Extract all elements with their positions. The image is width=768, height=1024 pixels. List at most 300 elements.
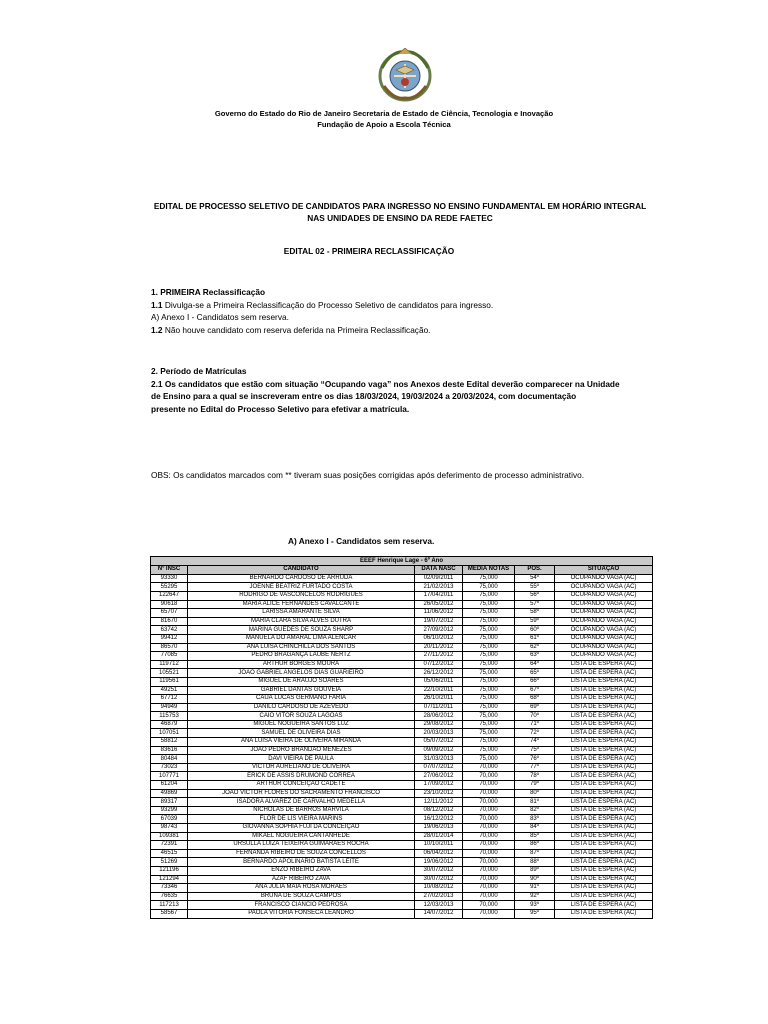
grade-average-cell: 70,000 xyxy=(463,849,515,858)
grade-average-cell: 70,000 xyxy=(463,763,515,772)
inscription-cell: 98743 xyxy=(151,824,188,833)
header-government-line: Governo do Estado do Rio de Janeiro Secretaria de Estado de Ciência, Tecnologia e Inovação xyxy=(214,109,554,118)
inscription-cell: 99412 xyxy=(151,634,188,643)
candidate-cell: DAVI VIEIRA DE PAULA xyxy=(188,755,415,764)
status-cell: LISTA DE ESPERA (AC) xyxy=(555,660,653,669)
table-row xyxy=(151,875,653,884)
inscription-cell: 83616 xyxy=(151,746,188,755)
position-cell: 76º xyxy=(515,755,555,764)
candidate-cell: JOENNE BEATRIZ FURTADO COSTA xyxy=(188,583,415,592)
grade-average-cell: 75,000 xyxy=(463,626,515,635)
status-cell: LISTA DE ESPERA (AC) xyxy=(555,755,653,764)
position-cell: 83º xyxy=(515,815,555,824)
candidate-cell: MARIA ALICE FERNANDES CAVALCANTE xyxy=(188,600,415,609)
candidate-cell: MIGUEL DE ARAUJO SOARES xyxy=(188,677,415,686)
status-cell: OCUPANDO VAGA (AC) xyxy=(555,609,653,618)
inscription-cell: 61204 xyxy=(151,781,188,790)
table-row xyxy=(151,901,653,910)
grade-average-cell: 75,000 xyxy=(463,652,515,661)
table-row xyxy=(151,574,653,583)
inscription-cell: 49869 xyxy=(151,789,188,798)
table-row xyxy=(151,738,653,747)
table-row xyxy=(151,660,653,669)
table-row xyxy=(151,695,653,704)
status-cell: LISTA DE ESPERA (AC) xyxy=(555,720,653,729)
edital-title-line2: NAS UNIDADES DE ENSINO DA REDE FAETEC xyxy=(307,213,493,223)
status-cell: LISTA DE ESPERA (AC) xyxy=(555,815,653,824)
status-cell: OCUPANDO VAGA (AC) xyxy=(555,617,653,626)
candidate-cell: CAIO VITOR SOUZA LAGOAS xyxy=(188,712,415,721)
position-cell: 65º xyxy=(515,669,555,678)
birthdate-cell: 19/06/2013 xyxy=(415,824,463,833)
candidate-cell: JOÃO VICTOR FLORES DO SACRAMENTO FRANCISCO xyxy=(188,789,415,798)
position-cell: 62º xyxy=(515,643,555,652)
birthdate-cell: 07/07/2012 xyxy=(415,763,463,772)
status-cell: OCUPANDO VAGA (AC) xyxy=(555,626,653,635)
column-header: MÉDIA NOTAS xyxy=(463,566,515,575)
position-cell: 69º xyxy=(515,703,555,712)
birthdate-cell: 17/04/2011 xyxy=(415,591,463,600)
status-cell: LISTA DE ESPERA (AC) xyxy=(555,669,653,678)
candidate-cell: JOAO GABRIEL ANGELOS DIAS GUARIEIRO xyxy=(188,669,415,678)
grade-average-cell: 75,000 xyxy=(463,634,515,643)
grade-average-cell: 70,000 xyxy=(463,841,515,850)
position-cell: 85º xyxy=(515,832,555,841)
table-row xyxy=(151,634,653,643)
status-cell: LISTA DE ESPERA (AC) xyxy=(555,806,653,815)
candidate-cell: LARISSA AMARANTE SILVA xyxy=(188,609,415,618)
candidate-cell: MIKAEL NOGUEIRA CANTANHEDE xyxy=(188,832,415,841)
grade-average-cell: 70,000 xyxy=(463,858,515,867)
status-cell: LISTA DE ESPERA (AC) xyxy=(555,858,653,867)
annex-title: A) Anexo I - Candidatos sem reserva. xyxy=(288,536,435,546)
inscription-cell: 115753 xyxy=(151,712,188,721)
position-cell: 93º xyxy=(515,901,555,910)
candidate-cell: MARIA CLARA SILVA ALVES DUTRA xyxy=(188,617,415,626)
table-row xyxy=(151,798,653,807)
status-cell: OCUPANDO VAGA (AC) xyxy=(555,643,653,652)
inscription-cell: 119561 xyxy=(151,677,188,686)
status-cell: LISTA DE ESPERA (AC) xyxy=(555,686,653,695)
table-row xyxy=(151,763,653,772)
table-row xyxy=(151,806,653,815)
birthdate-cell: 28/06/2012 xyxy=(415,712,463,721)
birthdate-cell: 09/09/2012 xyxy=(415,746,463,755)
state-coat-of-arms-icon xyxy=(372,48,438,102)
birthdate-cell: 27/09/2012 xyxy=(415,626,463,635)
inscription-cell: 72391 xyxy=(151,841,188,850)
position-cell: 72º xyxy=(515,729,555,738)
position-cell: 61º xyxy=(515,634,555,643)
inscription-cell: 77085 xyxy=(151,652,188,661)
candidate-cell: BERNARDO CARDOSO DE ARRUDA xyxy=(188,574,415,583)
inscription-cell: 86570 xyxy=(151,643,188,652)
candidate-cell: ANA LUISA VIEIRA DE OLIVEIRA MIRANDA xyxy=(188,738,415,747)
status-cell: LISTA DE ESPERA (AC) xyxy=(555,798,653,807)
section-2-line-1: 2.1 Os candidatos que estão com situação “Ocupando vaga” nos Anexos deste Edital deverão comparecer na Unidade xyxy=(151,378,620,389)
column-header: POS. xyxy=(515,566,555,575)
birthdate-cell: 10/08/2012 xyxy=(415,884,463,893)
inscription-cell: 55295 xyxy=(151,583,188,592)
inscription-cell: 67712 xyxy=(151,695,188,704)
inscription-cell: 109381 xyxy=(151,832,188,841)
table-row xyxy=(151,746,653,755)
inscription-cell: 67039 xyxy=(151,815,188,824)
birthdate-cell: 19/06/2012 xyxy=(415,858,463,867)
grade-average-cell: 75,000 xyxy=(463,738,515,747)
status-cell: OCUPANDO VAGA (AC) xyxy=(555,583,653,592)
inscription-cell: 121196 xyxy=(151,866,188,875)
column-header: CANDIDATO xyxy=(188,566,415,575)
position-cell: 56º xyxy=(515,591,555,600)
edital-title-line1: EDITAL DE PROCESSO SELETIVO DE CANDIDATOS PARA INGRESSO NO ENSINO FUNDAMENTAL EM HORÁRIO INTEGRAL xyxy=(153,201,647,211)
status-cell: LISTA DE ESPERA (AC) xyxy=(555,884,653,893)
section-1-heading: 1. PRIMEIRA Reclassificação xyxy=(151,287,266,297)
table-row xyxy=(151,652,653,661)
birthdate-cell: 29/08/2012 xyxy=(415,720,463,729)
inscription-cell: 90618 xyxy=(151,600,188,609)
table-row xyxy=(151,781,653,790)
birthdate-cell: 27/11/2012 xyxy=(415,652,463,661)
birthdate-cell: 26/10/2011 xyxy=(415,695,463,704)
inscription-cell: 93330 xyxy=(151,574,188,583)
inscription-cell: 73346 xyxy=(151,884,188,893)
inscription-cell: 76635 xyxy=(151,892,188,901)
table-row xyxy=(151,884,653,893)
candidate-cell: ENZO RIBEIRO ZAVA xyxy=(188,866,415,875)
inscription-cell: 117213 xyxy=(151,901,188,910)
birthdate-cell: 07/12/2012 xyxy=(415,660,463,669)
birthdate-cell: 19/07/2012 xyxy=(415,617,463,626)
birthdate-cell: 23/10/2012 xyxy=(415,789,463,798)
position-cell: 86º xyxy=(515,841,555,850)
table-row xyxy=(151,643,653,652)
candidate-cell: GABRIEL DANTAS GOUVEIA xyxy=(188,686,415,695)
inscription-cell: 121294 xyxy=(151,875,188,884)
candidate-cell: ERICK DE ASSIS DRUMOND CORREA xyxy=(188,772,415,781)
candidate-cell: BERNARDO APOLINARIO BATISTA LEITE xyxy=(188,858,415,867)
table-row xyxy=(151,892,653,901)
position-cell: 79º xyxy=(515,781,555,790)
position-cell: 92º xyxy=(515,892,555,901)
birthdate-cell: 12/03/2013 xyxy=(415,901,463,910)
status-cell: OCUPANDO VAGA (AC) xyxy=(555,634,653,643)
birthdate-cell: 30/07/2012 xyxy=(415,866,463,875)
birthdate-cell: 17/09/2012 xyxy=(415,781,463,790)
grade-average-cell: 70,000 xyxy=(463,824,515,833)
table-row xyxy=(151,669,653,678)
inscription-cell: 122647 xyxy=(151,591,188,600)
candidate-cell: MANUELA DO AMARAL LIMA ALENCAR xyxy=(188,634,415,643)
grade-average-cell: 70,000 xyxy=(463,789,515,798)
inscription-cell: 94949 xyxy=(151,703,188,712)
grade-average-cell: 75,000 xyxy=(463,609,515,618)
position-cell: 74º xyxy=(515,738,555,747)
status-cell: OCUPANDO VAGA (AC) xyxy=(555,652,653,661)
birthdate-cell: 05/07/2012 xyxy=(415,738,463,747)
table-row xyxy=(151,703,653,712)
birthdate-cell: 26/05/2012 xyxy=(415,600,463,609)
grade-average-cell: 70,000 xyxy=(463,772,515,781)
table-row xyxy=(151,677,653,686)
inscription-cell: 89317 xyxy=(151,798,188,807)
birthdate-cell: 14/07/2012 xyxy=(415,909,463,918)
inscription-cell: 58567 xyxy=(151,909,188,918)
candidate-cell: BRUNA DE SOUZA CAMPOS xyxy=(188,892,415,901)
position-cell: 70º xyxy=(515,712,555,721)
grade-average-cell: 75,000 xyxy=(463,617,515,626)
birthdate-cell: 31/03/2013 xyxy=(415,755,463,764)
position-cell: 88º xyxy=(515,858,555,867)
candidate-cell: RODRIGO DE VASCONCELOS RODRIGUES xyxy=(188,591,415,600)
status-cell: LISTA DE ESPERA (AC) xyxy=(555,824,653,833)
edital-subtitle: EDITAL 02 - PRIMEIRA RECLASSIFICAÇÃO xyxy=(283,246,455,256)
birthdate-cell: 06/04/2012 xyxy=(415,849,463,858)
table-row xyxy=(151,824,653,833)
table-row xyxy=(151,755,653,764)
candidate-cell: PEDRO BRAGANÇA LAUBE NERTZ xyxy=(188,652,415,661)
grade-average-cell: 70,000 xyxy=(463,815,515,824)
grade-average-cell: 70,000 xyxy=(463,909,515,918)
table-row xyxy=(151,583,653,592)
birthdate-cell: 10/10/2011 xyxy=(415,841,463,850)
birthdate-cell: 16/12/2012 xyxy=(415,815,463,824)
birthdate-cell: 11/06/2012 xyxy=(415,609,463,618)
table-row xyxy=(151,712,653,721)
position-cell: 54º xyxy=(515,574,555,583)
position-cell: 78º xyxy=(515,772,555,781)
birthdate-cell: 08/12/2012 xyxy=(415,806,463,815)
status-cell: LISTA DE ESPERA (AC) xyxy=(555,763,653,772)
status-cell: LISTA DE ESPERA (AC) xyxy=(555,695,653,704)
candidate-cell: ANA LUISA CHINCHILLA DOS SANTOS xyxy=(188,643,415,652)
birthdate-cell: 28/01/2014 xyxy=(415,832,463,841)
position-cell: 60º xyxy=(515,626,555,635)
section-1-item-1-2: 1.2 Não houve candidato com reserva deferida na Primeira Reclassificação. xyxy=(151,324,431,335)
school-name-header: EEEF Henrique Lage - 6º Ano xyxy=(151,557,653,566)
table-row xyxy=(151,832,653,841)
section-1-item-1-1: 1.1 Divulga-se a Primeira Reclassificação do Processo Seletivo de candidatos para ingresso. xyxy=(151,299,494,310)
position-cell: 90º xyxy=(515,875,555,884)
birthdate-cell: 12/11/2012 xyxy=(415,798,463,807)
grade-average-cell: 75,000 xyxy=(463,591,515,600)
position-cell: 91º xyxy=(515,884,555,893)
candidate-cell: VICTOR AURELIANO DE OLIVEIRA xyxy=(188,763,415,772)
table-row xyxy=(151,686,653,695)
grade-average-cell: 70,000 xyxy=(463,781,515,790)
position-cell: 81º xyxy=(515,798,555,807)
position-cell: 55º xyxy=(515,583,555,592)
candidate-cell: FLOR DE LÍS VIEIRA MARINS xyxy=(188,815,415,824)
position-cell: 68º xyxy=(515,695,555,704)
birthdate-cell: 20/03/2013 xyxy=(415,729,463,738)
candidate-cell: FERNANDA RIBEIRO DE SOUZA CONCELLOS xyxy=(188,849,415,858)
grade-average-cell: 70,000 xyxy=(463,832,515,841)
inscription-cell: 46515 xyxy=(151,849,188,858)
candidate-cell: ANA JÚLIA MAIA ROSA MORAES xyxy=(188,884,415,893)
table-row xyxy=(151,866,653,875)
grade-average-cell: 70,000 xyxy=(463,901,515,910)
status-cell: LISTA DE ESPERA (AC) xyxy=(555,677,653,686)
inscription-cell: 107051 xyxy=(151,729,188,738)
grade-average-cell: 70,000 xyxy=(463,892,515,901)
inscription-cell: 80484 xyxy=(151,755,188,764)
grade-average-cell: 70,000 xyxy=(463,884,515,893)
section-2 xyxy=(151,365,656,415)
candidate-cell: ARTHUR CONCEIÇÃO CADETE xyxy=(188,781,415,790)
grade-average-cell: 75,000 xyxy=(463,583,515,592)
status-cell: LISTA DE ESPERA (AC) xyxy=(555,892,653,901)
table-row xyxy=(151,609,653,618)
grade-average-cell: 75,000 xyxy=(463,660,515,669)
position-cell: 95º xyxy=(515,909,555,918)
position-cell: 75º xyxy=(515,746,555,755)
status-cell: OCUPANDO VAGA (AC) xyxy=(555,574,653,583)
candidates-table xyxy=(150,556,653,919)
section-1 xyxy=(151,286,656,336)
table-row xyxy=(151,729,653,738)
column-header-row xyxy=(151,566,653,575)
grade-average-cell: 75,000 xyxy=(463,703,515,712)
section-2-line-3: presente no Edital do Processo Seletivo para efetivar a matrícula. xyxy=(151,403,410,414)
grade-average-cell: 70,000 xyxy=(463,798,515,807)
candidate-cell: AZAF RIBEIRO ZAVA xyxy=(188,875,415,884)
column-header: SITUAÇÃO xyxy=(555,566,653,575)
grade-average-cell: 75,000 xyxy=(463,600,515,609)
status-cell: LISTA DE ESPERA (AC) xyxy=(555,781,653,790)
position-cell: 59º xyxy=(515,617,555,626)
birthdate-cell: 07/11/2011 xyxy=(415,703,463,712)
inscription-cell: 63742 xyxy=(151,626,188,635)
column-header: Nº INSC xyxy=(151,566,188,575)
position-cell: 67º xyxy=(515,686,555,695)
section-2-line-2: de Ensino para a qual se inscreveram entre os dias 18/03/2024, 19/03/2024 a 20/03/2024, com documentação xyxy=(151,391,577,402)
candidate-cell: ISADORA ALVAREZ DE CARVALHO MEDELLA xyxy=(188,798,415,807)
status-cell: LISTA DE ESPERA (AC) xyxy=(555,849,653,858)
birthdate-cell: 21/02/2013 xyxy=(415,583,463,592)
birthdate-cell: 05/06/2011 xyxy=(415,677,463,686)
table-row xyxy=(151,909,653,918)
grade-average-cell: 75,000 xyxy=(463,643,515,652)
birthdate-cell: 22/10/2011 xyxy=(415,686,463,695)
birthdate-cell: 20/11/2012 xyxy=(415,643,463,652)
status-cell: LISTA DE ESPERA (AC) xyxy=(555,875,653,884)
status-cell: LISTA DE ESPERA (AC) xyxy=(555,746,653,755)
position-cell: 84º xyxy=(515,824,555,833)
header-foundation-line: Fundação de Apoio a Escola Técnica xyxy=(317,120,451,129)
inscription-cell: 46879 xyxy=(151,720,188,729)
grade-average-cell: 75,000 xyxy=(463,669,515,678)
birthdate-cell: 02/09/2011 xyxy=(415,574,463,583)
candidate-cell: ARTHUR BORGES MOURA xyxy=(188,660,415,669)
inscription-cell: 107771 xyxy=(151,772,188,781)
grade-average-cell: 70,000 xyxy=(463,866,515,875)
inscription-cell: 51269 xyxy=(151,858,188,867)
table-row xyxy=(151,772,653,781)
status-cell: LISTA DE ESPERA (AC) xyxy=(555,712,653,721)
position-cell: 58º xyxy=(515,609,555,618)
status-cell: LISTA DE ESPERA (AC) xyxy=(555,729,653,738)
grade-average-cell: 70,000 xyxy=(463,806,515,815)
status-cell: LISTA DE ESPERA (AC) xyxy=(555,772,653,781)
candidate-cell: DANILO CARDOSO DE AZEVEDO xyxy=(188,703,415,712)
position-cell: 80º xyxy=(515,789,555,798)
position-cell: 57º xyxy=(515,600,555,609)
section-1-item-a: A) Anexo I - Candidatos sem reserva. xyxy=(151,312,289,323)
birthdate-cell: 06/10/2012 xyxy=(415,634,463,643)
candidate-cell: MARINA GUEDES DE SOUZA SHARP xyxy=(188,626,415,635)
table-row xyxy=(151,858,653,867)
position-cell: 66º xyxy=(515,677,555,686)
candidate-cell: GIOVANNA SOPHIA FUJI DA CONCEIÇÃO xyxy=(188,824,415,833)
grade-average-cell: 75,000 xyxy=(463,746,515,755)
inscription-cell: 93299 xyxy=(151,806,188,815)
candidate-cell: FRANCISCO CIANCIO PEDROSA xyxy=(188,901,415,910)
grade-average-cell: 75,000 xyxy=(463,677,515,686)
table-row xyxy=(151,600,653,609)
grade-average-cell: 75,000 xyxy=(463,712,515,721)
grade-average-cell: 75,000 xyxy=(463,686,515,695)
grade-average-cell: 70,000 xyxy=(463,875,515,884)
inscription-cell: 65707 xyxy=(151,609,188,618)
inscription-cell: 81670 xyxy=(151,617,188,626)
candidate-cell: ÚRSULLA LUIZA TEIXEIRA GUIMARÃES ROCHA xyxy=(188,841,415,850)
status-cell: LISTA DE ESPERA (AC) xyxy=(555,703,653,712)
grade-average-cell: 75,000 xyxy=(463,574,515,583)
position-cell: 82º xyxy=(515,806,555,815)
candidate-cell: PAOLA VITÓRIA FONSECA LEANDRO xyxy=(188,909,415,918)
grade-average-cell: 75,000 xyxy=(463,729,515,738)
status-cell: LISTA DE ESPERA (AC) xyxy=(555,901,653,910)
table-row xyxy=(151,720,653,729)
position-cell: 64º xyxy=(515,660,555,669)
birthdate-cell: 27/06/2012 xyxy=(415,772,463,781)
table-row xyxy=(151,841,653,850)
candidate-cell: SAMUEL DE OLIVEIRA DIAS xyxy=(188,729,415,738)
position-cell: 89º xyxy=(515,866,555,875)
candidate-cell: NICHOLAS DE BARROS MARVILA xyxy=(188,806,415,815)
position-cell: 77º xyxy=(515,763,555,772)
inscription-cell: 49251 xyxy=(151,686,188,695)
table-row xyxy=(151,815,653,824)
candidate-cell: CAUÃ LUCAS GERMANO FARIA xyxy=(188,695,415,704)
status-cell: LISTA DE ESPERA (AC) xyxy=(555,738,653,747)
table-row xyxy=(151,849,653,858)
position-cell: 71º xyxy=(515,720,555,729)
status-cell: OCUPANDO VAGA (AC) xyxy=(555,591,653,600)
position-cell: 87º xyxy=(515,849,555,858)
status-cell: LISTA DE ESPERA (AC) xyxy=(555,866,653,875)
candidate-cell: JOAO PEDRO BRANDÃO MENEZES xyxy=(188,746,415,755)
obs-note: OBS: Os candidatos marcados com ** tiveram suas posições corrigidas após deferimento de processo administrativo. xyxy=(151,470,585,480)
grade-average-cell: 75,000 xyxy=(463,755,515,764)
table-row xyxy=(151,617,653,626)
table-row xyxy=(151,789,653,798)
inscription-cell: 105521 xyxy=(151,669,188,678)
birthdate-cell: 27/02/2013 xyxy=(415,892,463,901)
table-row xyxy=(151,626,653,635)
status-cell: LISTA DE ESPERA (AC) xyxy=(555,909,653,918)
status-cell: LISTA DE ESPERA (AC) xyxy=(555,789,653,798)
inscription-cell: 119712 xyxy=(151,660,188,669)
birthdate-cell: 26/12/2012 xyxy=(415,669,463,678)
candidate-cell: MIGUEL NOGUEIRA SANTOS LUZ xyxy=(188,720,415,729)
inscription-cell: 73023 xyxy=(151,763,188,772)
inscription-cell: 58812 xyxy=(151,738,188,747)
status-cell: LISTA DE ESPERA (AC) xyxy=(555,832,653,841)
table-row xyxy=(151,591,653,600)
status-cell: LISTA DE ESPERA (AC) xyxy=(555,841,653,850)
